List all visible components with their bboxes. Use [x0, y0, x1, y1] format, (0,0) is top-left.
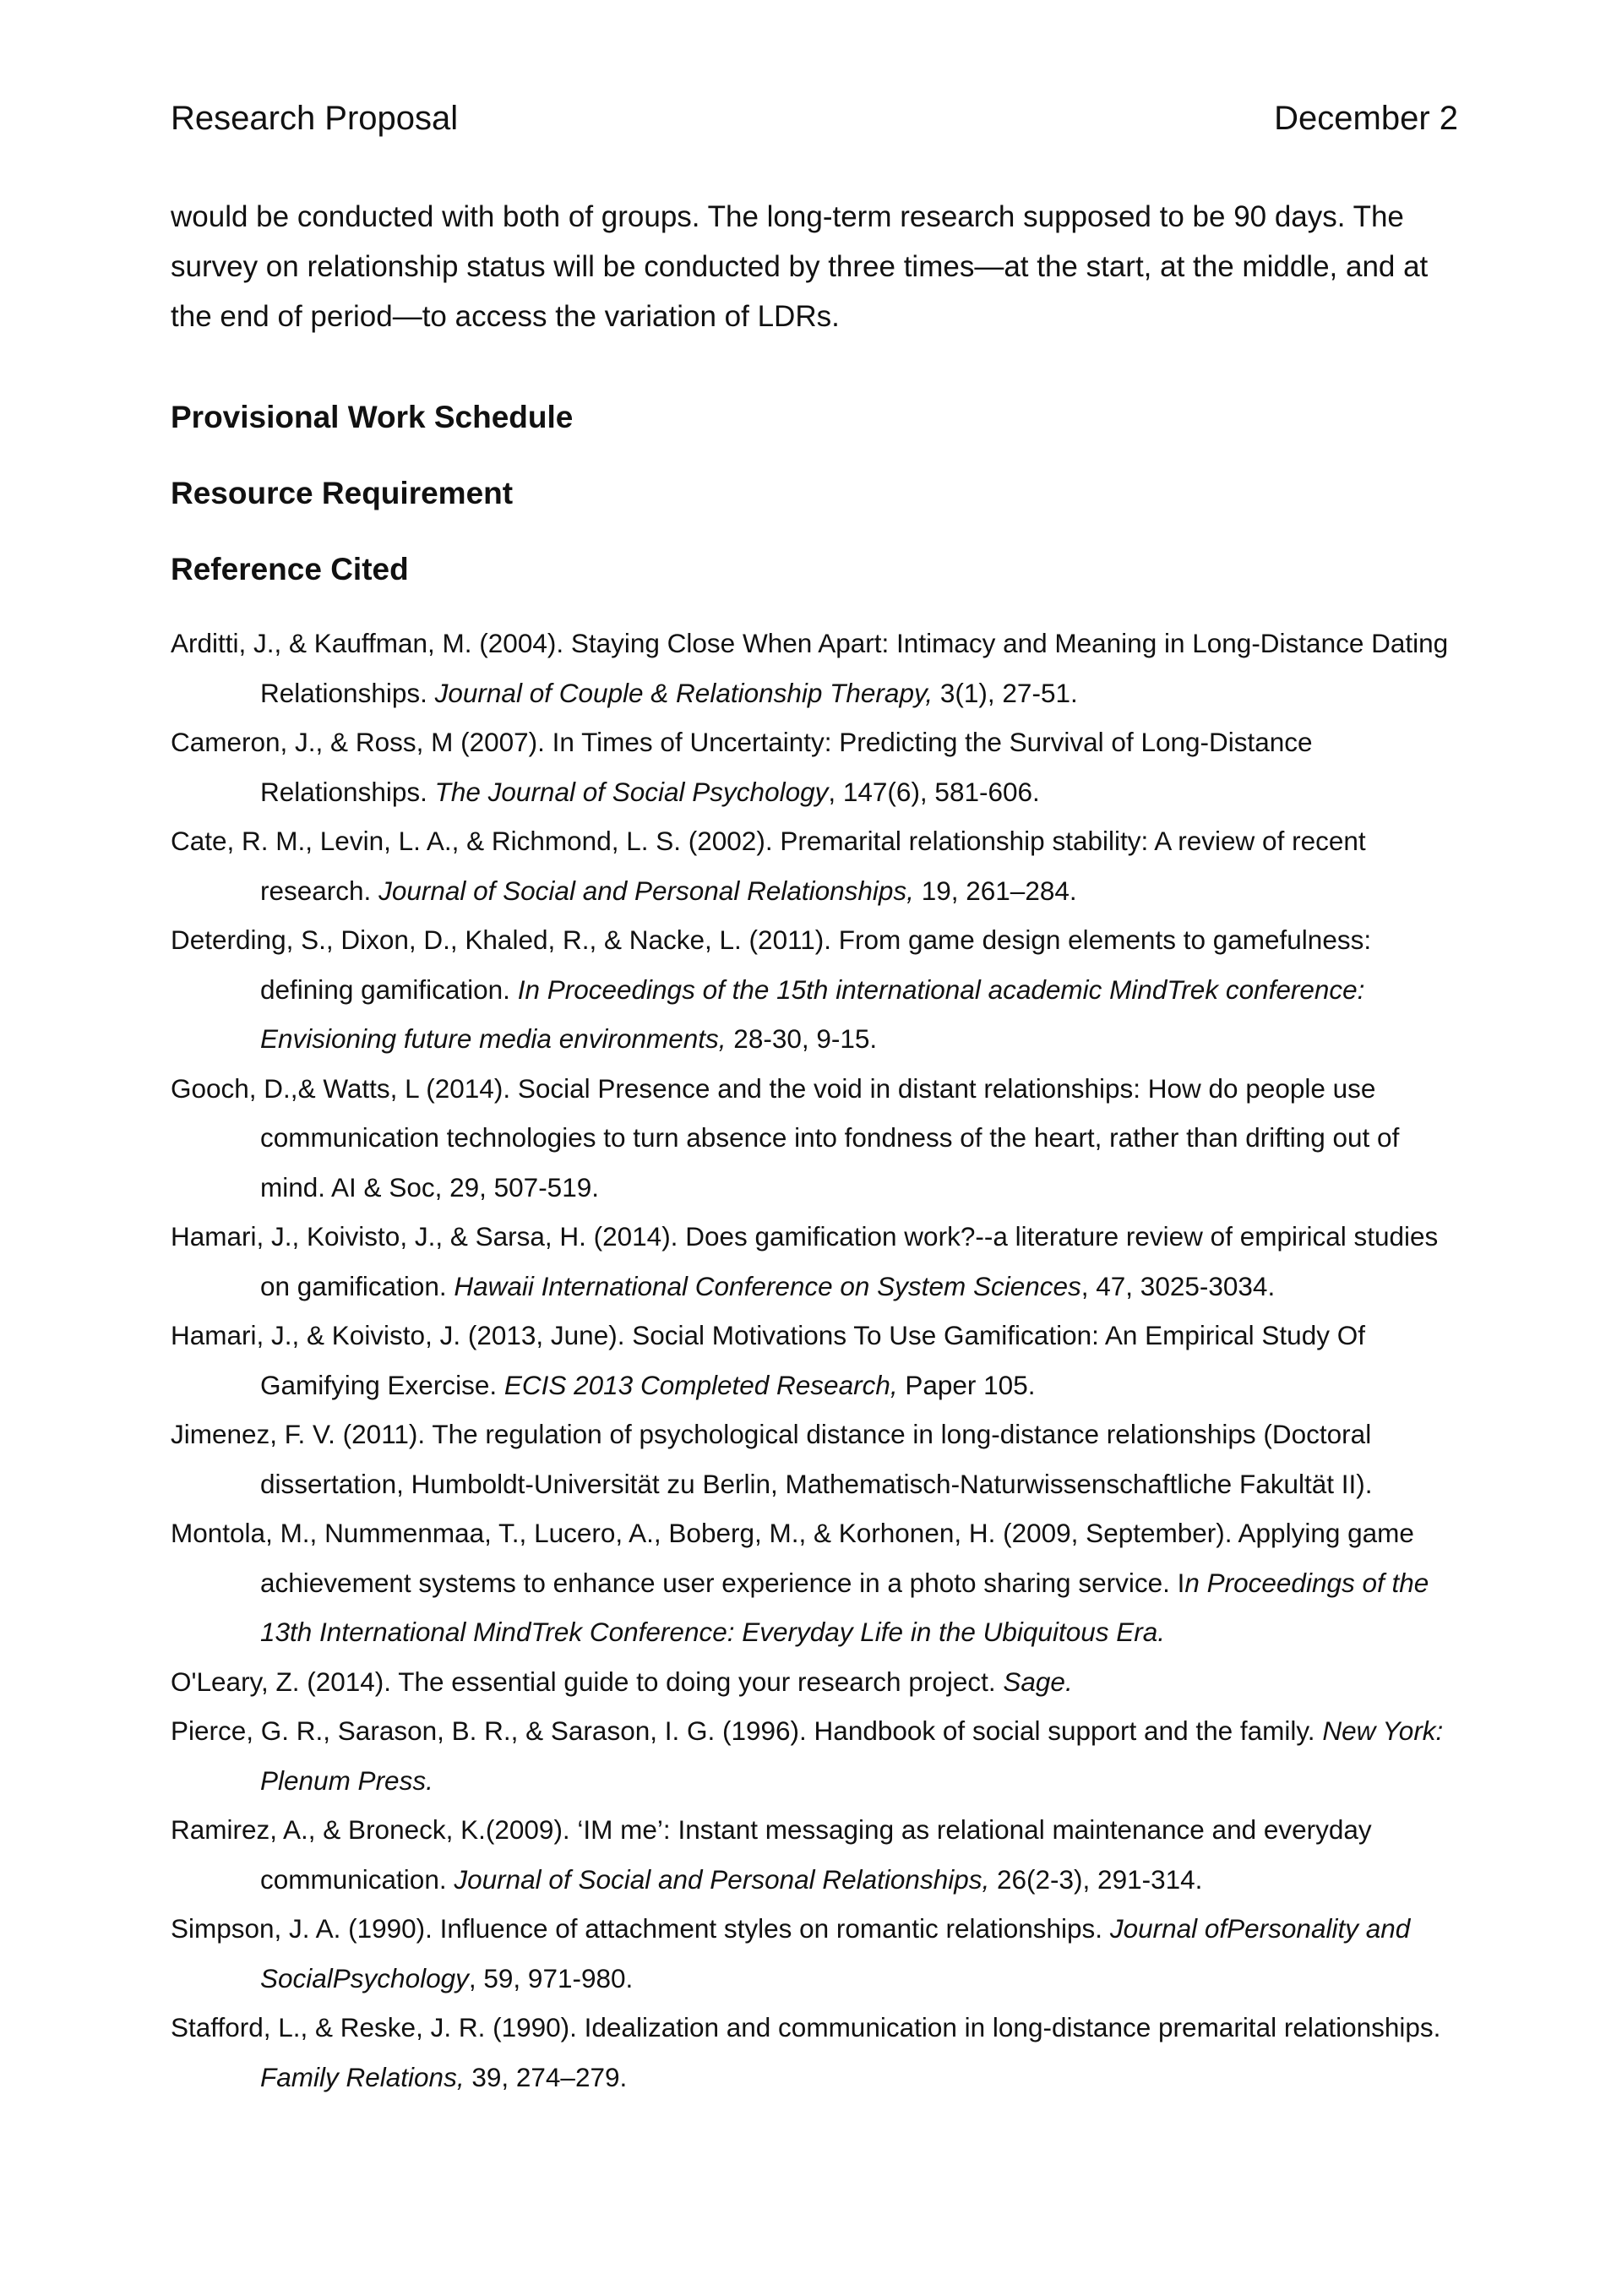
reference-source: n Proceedings of the 13th International MindTrek Conference: Everyday Life in the Ubiquitous Era.	[260, 1567, 1429, 1647]
reference-text: Cate, R. M., Levin, L. A., & Richmond, L. S. (2002). Premarital relationship stability: A review of recent research.	[171, 826, 1366, 906]
reference-source: Family Relations,	[260, 2061, 465, 2092]
reference-entry	[171, 1311, 1463, 1410]
reference-entry	[171, 1904, 1463, 2003]
reference-text: Simpson, J. A. (1990). Influence of attachment styles on romantic relationships.	[171, 1913, 1110, 1944]
reference-text: Pierce, G. R., Sarason, B. R., & Sarason, I. G. (1996). Handbook of social support and the family.	[171, 1715, 1323, 1746]
reference-entry	[171, 1410, 1463, 1508]
reference-source: Journal of Couple & Relationship Therapy,	[434, 677, 933, 708]
reference-entry	[171, 717, 1463, 816]
reference-details: Paper 105.	[897, 1369, 1036, 1400]
reference-details: 19, 261–284.	[913, 875, 1077, 906]
reference-details: , 59, 971-980.	[468, 1962, 634, 1993]
reference-source: In Proceedings of the 15th international academic MindTrek conference: Envisioning future media environments,	[260, 973, 1365, 1054]
reference-details: 26(2-3), 291-314.	[989, 1863, 1203, 1895]
reference-source: Journal ofPersonality and SocialPsychology	[260, 1913, 1411, 1993]
reference-text: Hamari, J., & Koivisto, J. (2013, June). Social Motivations To Use Gamification: An Empirical Study Of Gamifying Exercise.	[171, 1320, 1365, 1400]
reference-source: Journal of Social and Personal Relationships,	[378, 875, 914, 906]
reference-entry	[171, 1064, 1463, 1213]
reference-source: Journal of Social and Personal Relationships,	[454, 1863, 990, 1895]
reference-source: New York: Plenum Press.	[260, 1715, 1444, 1796]
reference-details: 39, 274–279.	[464, 2061, 628, 2092]
reference-details: , 147(6), 581-606.	[828, 776, 1040, 807]
reference-source: Sage.	[1003, 1666, 1073, 1697]
heading-resource-requirement: Resource Requirement	[171, 476, 514, 510]
reference-entry	[171, 816, 1463, 915]
reference-details: 28-30, 9-15.	[726, 1023, 878, 1054]
reference-source: The Journal of Social Psychology	[434, 776, 829, 807]
reference-entry	[171, 915, 1463, 1064]
reference-entry	[171, 1657, 1463, 1707]
reference-entry	[171, 2003, 1463, 2102]
header-date: December 2	[1274, 100, 1458, 137]
reference-entry	[171, 1508, 1463, 1657]
reference-text: Arditti, J., & Kauffman, M. (2004). Staying Close When Apart: Intimacy and Meaning in Long-Distance Dating Relationships.	[171, 628, 1449, 708]
reference-entry	[171, 1805, 1463, 1904]
reference-entry	[171, 1706, 1463, 1805]
body-paragraph: would be conducted with both of groups. The long-term research supposed to be 90 days. The survey on relationship status will be conducted by three times—at the start, at the middle, and at the end of period—to access the variation of LDRs.	[171, 200, 1429, 333]
reference-source: ECIS 2013 Completed Research,	[503, 1369, 898, 1400]
reference-entry	[171, 619, 1463, 717]
reference-text: Cameron, J., & Ross, M (2007). In Times of Uncertainty: Predicting the Survival of Long-Distance Relationships.	[171, 727, 1313, 807]
reference-entry	[171, 1212, 1463, 1311]
reference-text: Deterding, S., Dixon, D., Khaled, R., & Nacke, L. (2011). From game design elements to gamefulness: defining gamification.	[171, 924, 1372, 1005]
reference-text: Ramirez, A., & Broneck, K.(2009). ‘IM me’: Instant messaging as relational maintenance and everyday communication.	[171, 1814, 1372, 1895]
running-header	[171, 98, 1458, 139]
reference-text: Jimenez, F. V. (2011). The regulation of psychological distance in long-distance relationships (Doctoral dissertation, Humboldt-Universität zu Berlin, Mathematisch-Naturwissenschaftliche Fakultät II).	[171, 1419, 1373, 1499]
reference-text: Hamari, J., Koivisto, J., & Sarsa, H. (2014). Does gamification work?--a literature review of empirical studies on gamification.	[171, 1221, 1439, 1301]
reference-text: Montola, M., Nummenmaa, T., Lucero, A., Boberg, M., & Korhonen, H. (2009, September). Applying game achievement systems to enhance user experience in a photo sharing service. I	[171, 1518, 1414, 1598]
reference-text: Stafford, L., & Reske, J. R. (1990). Idealization and communication in long-distance premarital relationships.	[171, 2012, 1441, 2042]
header-title: Research Proposal	[171, 100, 459, 137]
reference-text: O'Leary, Z. (2014). The essential guide to doing your research project.	[171, 1666, 1004, 1697]
reference-source: Hawaii International Conference on System Sciences	[454, 1270, 1081, 1301]
reference-details: , 47, 3025-3034.	[1080, 1270, 1276, 1301]
reference-text: Gooch, D.,& Watts, L (2014). Social Presence and the void in distant relationships: How do people use communication technologies to turn absence into fondness of the heart, rather than drifting out of mind. AI & Soc, 29, 507-519.	[171, 1072, 1400, 1203]
reference-details: 3(1), 27-51.	[933, 677, 1078, 708]
heading-reference-cited: Reference Cited	[171, 552, 409, 586]
heading-work-schedule: Provisional Work Schedule	[171, 400, 574, 434]
reference-list	[171, 619, 1463, 2102]
